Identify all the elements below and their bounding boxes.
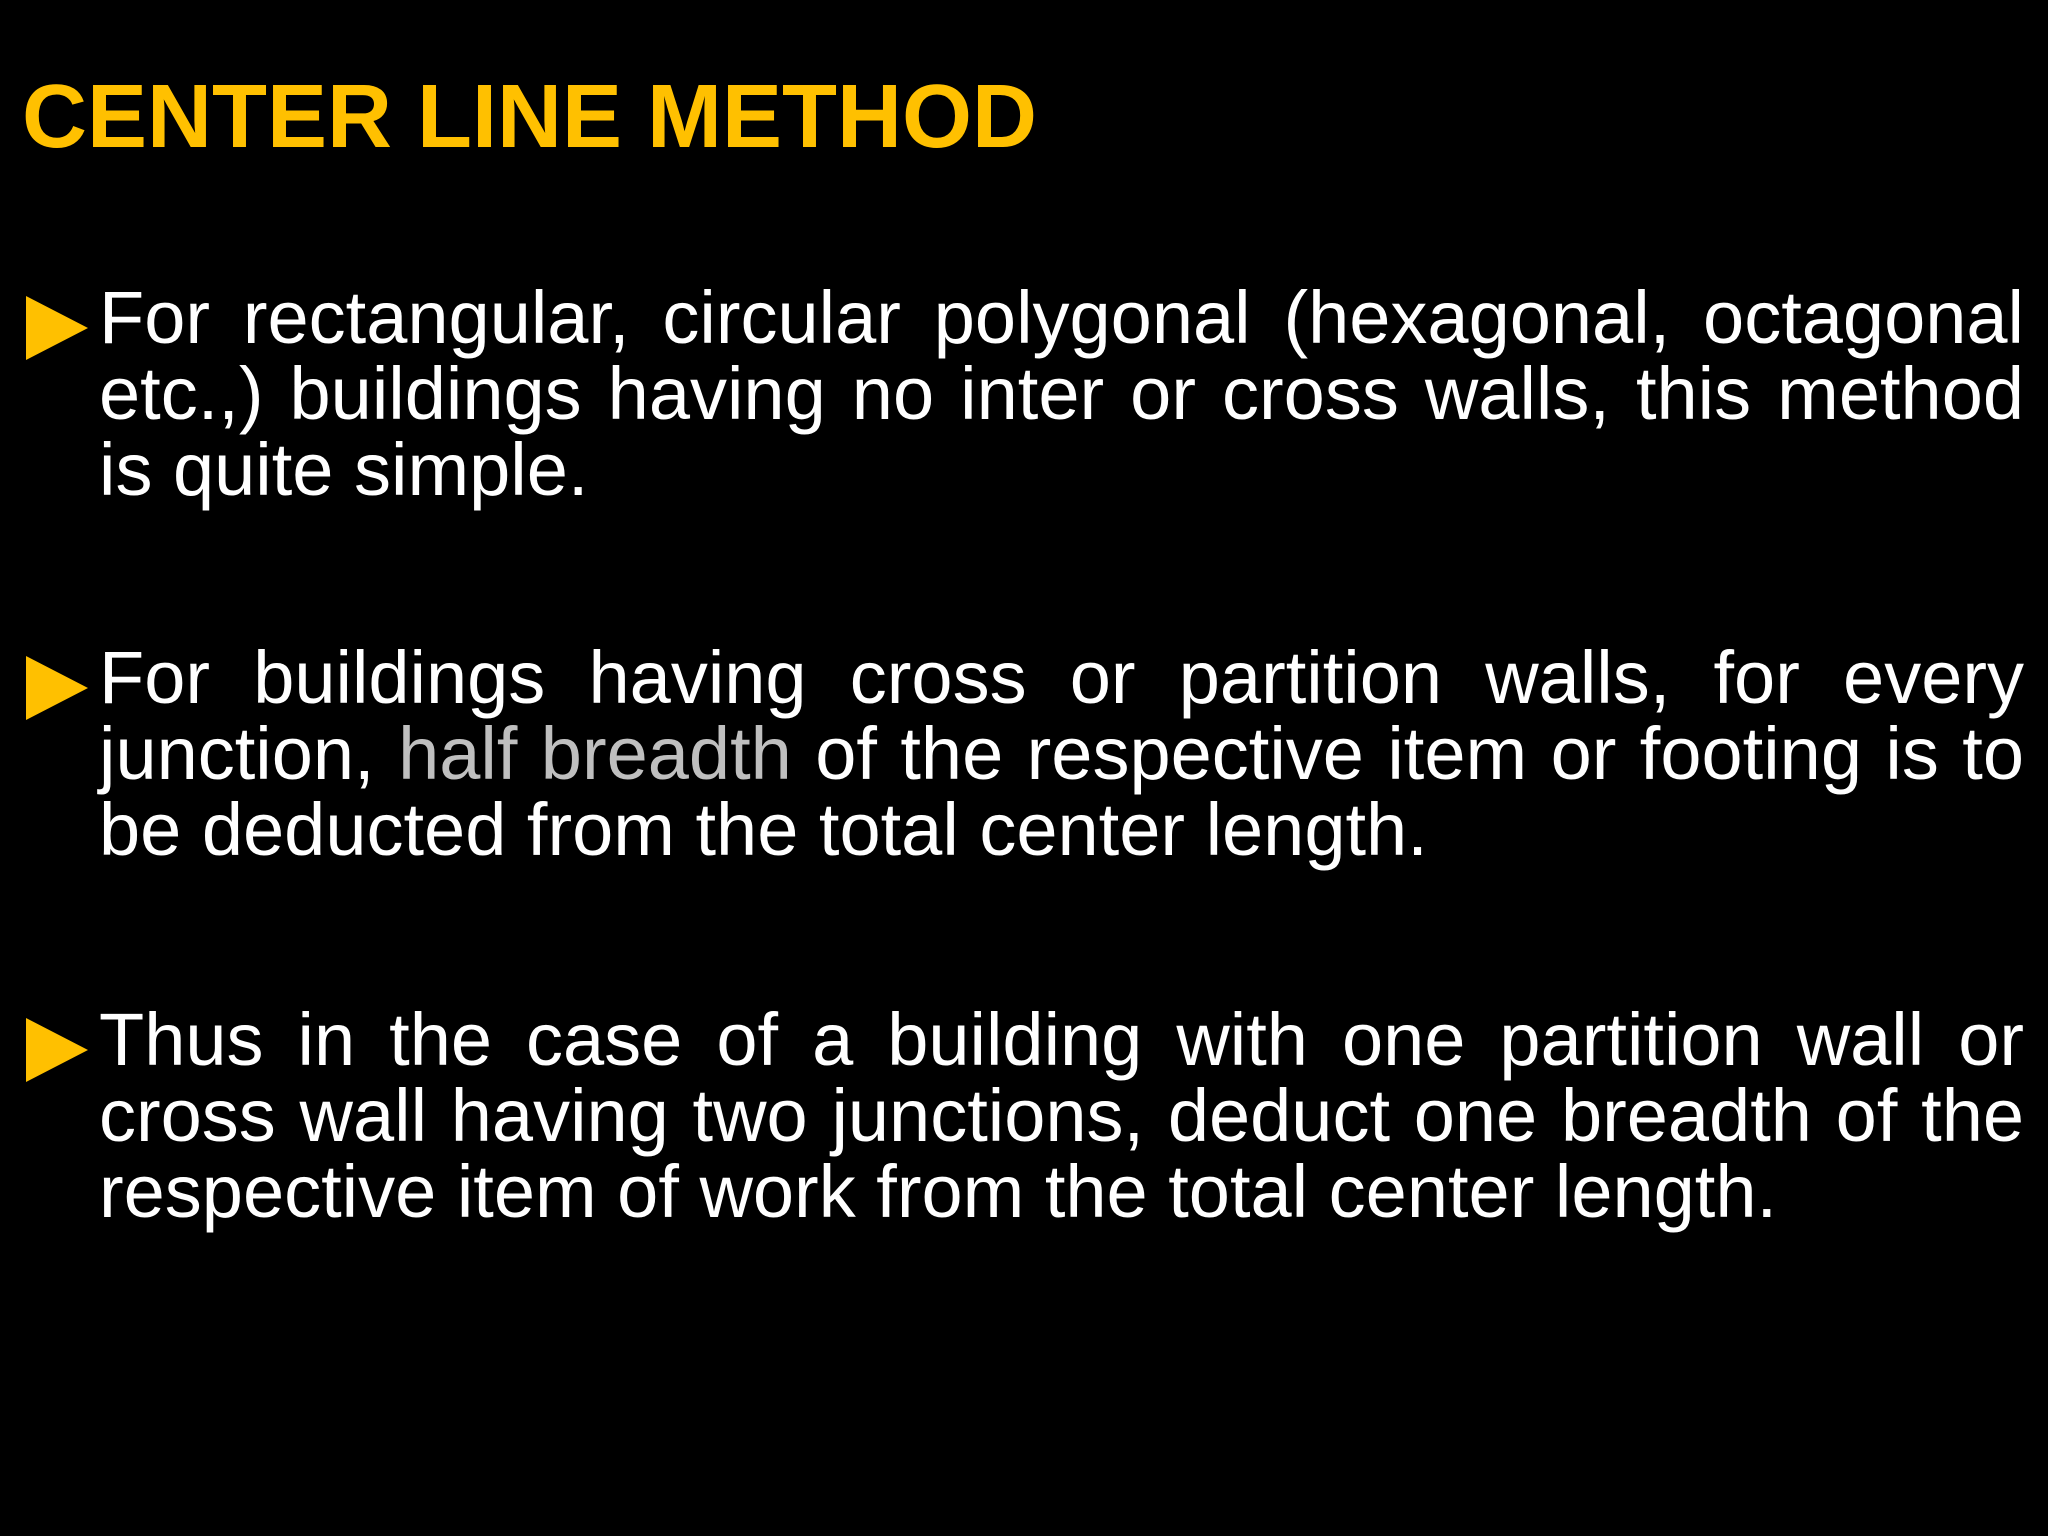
triangle-right-icon	[26, 296, 88, 360]
bullet-item	[26, 276, 2024, 511]
bullet-text-body: Thus in the case of a building with one partition wall or cross wall having two junctions, deduct one breadth of the respective item of work from the total center length.	[99, 998, 2024, 1233]
triangle-right-icon	[26, 1018, 88, 1082]
bullet-text	[99, 276, 2024, 511]
bullet-text	[99, 636, 2024, 871]
bullet-text	[99, 998, 2024, 1233]
triangle-right-icon	[26, 656, 88, 720]
highlighted-term: half breadth	[398, 712, 792, 795]
bullet-item	[26, 998, 2024, 1233]
bullet-item	[26, 636, 2024, 871]
bullet-text-after: of the respective item or footing is to be deducted from the total center length.	[99, 712, 2024, 871]
bullet-text-before: For buildings having cross or partition walls, for every junction,	[99, 636, 2024, 795]
bullet-text-body: For rectangular, circular polygonal (hexagonal, octagonal etc.,) buildings having no inter or cross walls, this method is quite simple.	[99, 276, 2024, 511]
slide-title: CENTER LINE METHOD	[22, 67, 1038, 167]
